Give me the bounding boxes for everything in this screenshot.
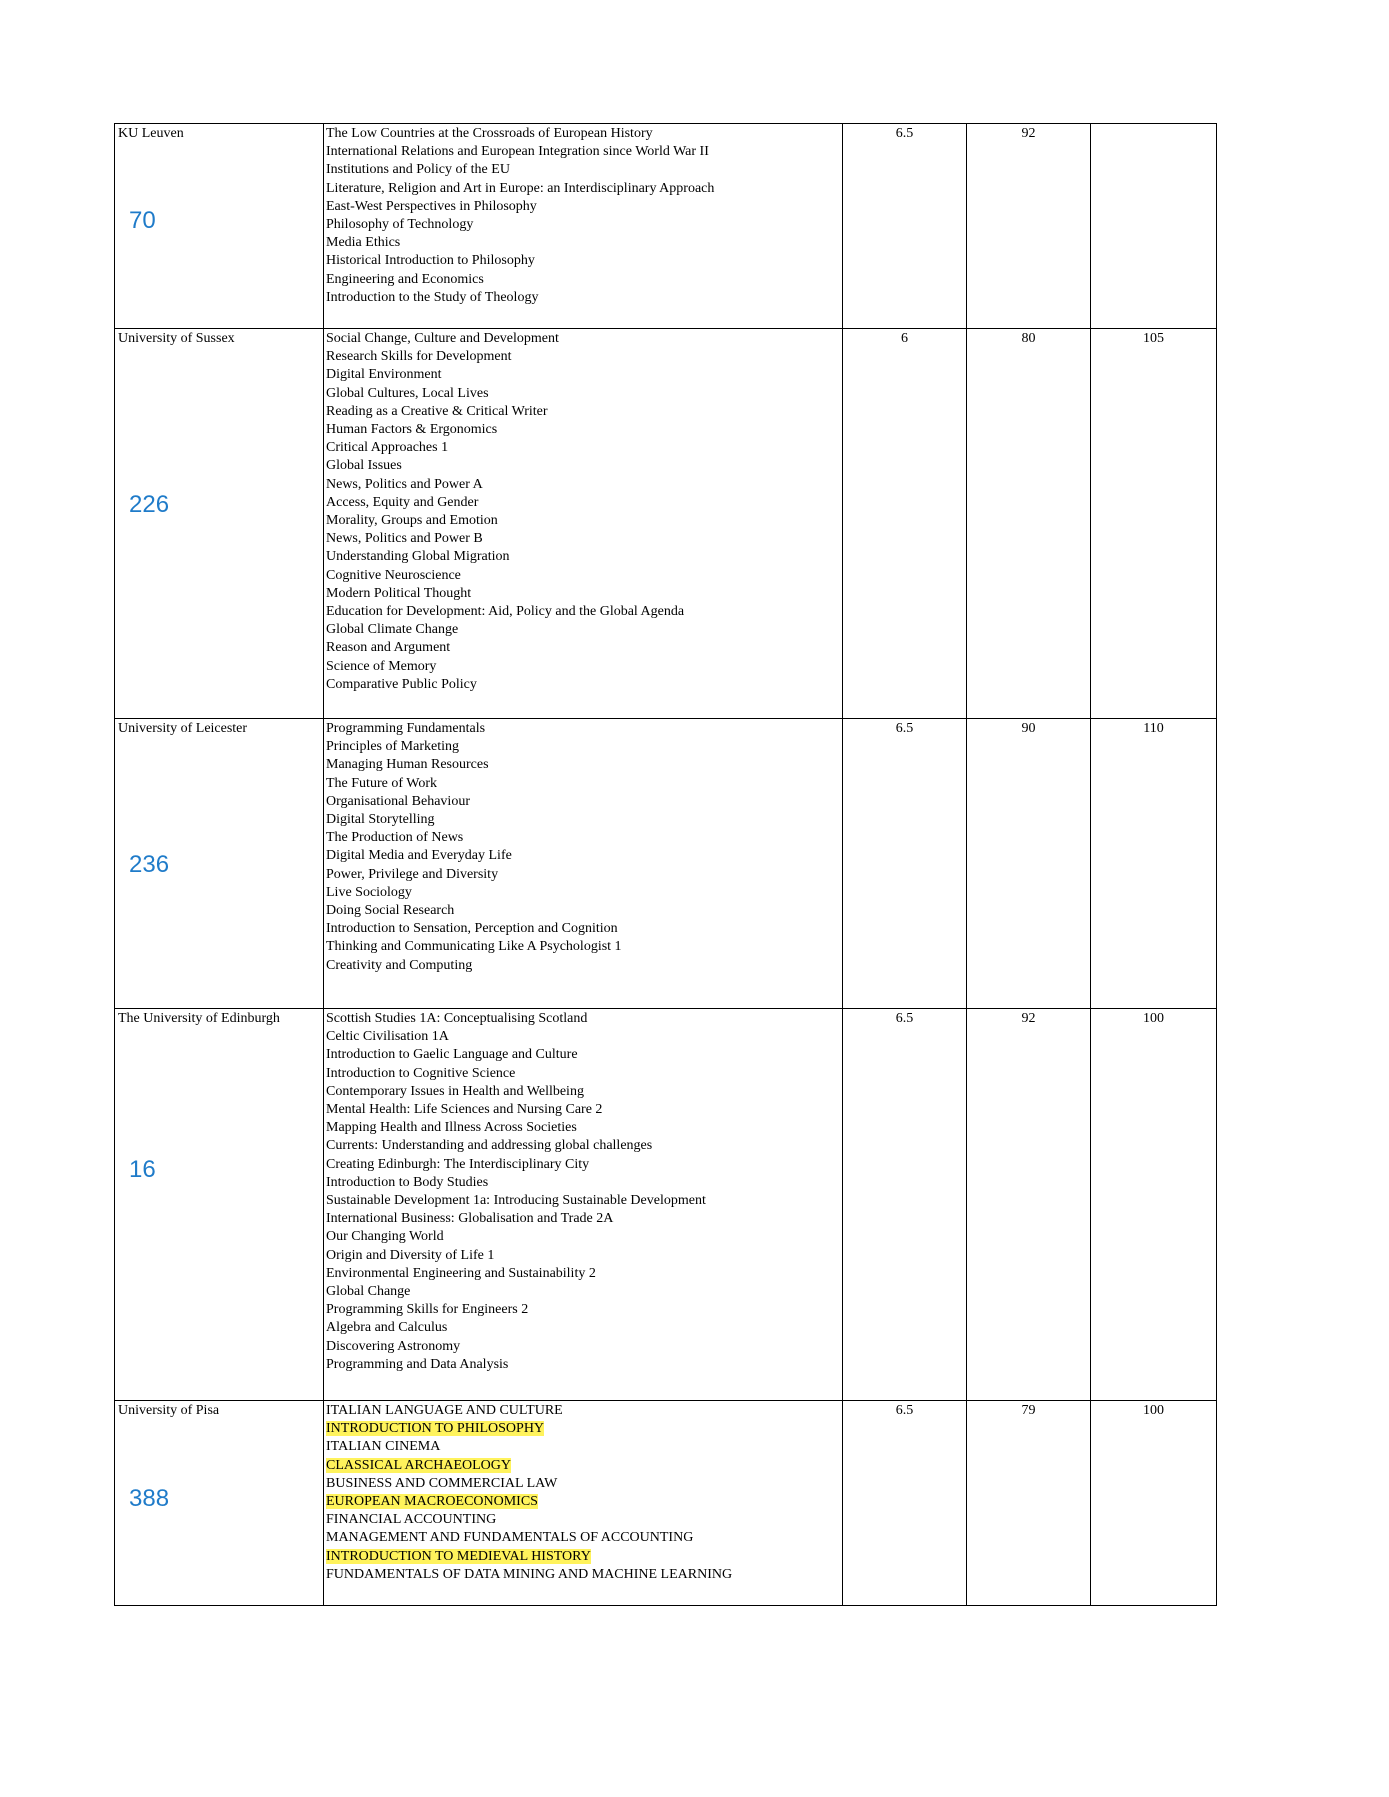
courses-cell [324,719,843,1009]
value-cell: 90 [967,719,1091,1009]
course-item [326,348,840,366]
course-item [326,198,840,216]
course-item [326,1156,840,1174]
course-name: Introduction to the Study of Theology [326,289,539,305]
course-name: Institutions and Policy of the EU [326,162,510,178]
value-cell: 79 [967,1401,1091,1606]
course-item [326,639,840,657]
university-cell [115,329,324,719]
course-item [326,1174,840,1192]
course-item [326,439,840,457]
course-name: Creating Edinburgh: The Interdisciplinary City [326,1156,590,1172]
course-name: Power, Privilege and Diversity [326,866,499,882]
course-name: Managing Human Resources [326,757,489,773]
course-item [326,811,840,829]
course-name: Live Sociology [326,884,412,900]
handwritten-rank: 236 [129,851,170,878]
handwritten-rank: 226 [129,491,170,518]
course-name: International Business: Globalisation and Trade 2A [326,1211,614,1227]
course-name: East-West Perspectives in Philosophy [326,198,537,214]
highlighted-course-name: INTRODUCTION TO MEDIEVAL HISTORY [326,1548,591,1564]
course-name: Social Change, Culture and Development [326,331,559,346]
course-name: Origin and Diversity of Life 1 [326,1247,495,1263]
university-name: KU Leuven [118,126,184,141]
course-name: Programming and Data Analysis [326,1356,509,1372]
course-name: Contemporary Issues in Health and Wellbeing [326,1083,584,1099]
course-item [326,847,840,865]
course-item [326,1319,840,1337]
course-name: Morality, Groups and Emotion [326,513,498,529]
course-name: Algebra and Calculus [326,1320,448,1336]
university-name: University of Sussex [118,331,235,346]
course-name: Mental Health: Life Sciences and Nursing Care 2 [326,1102,603,1118]
course-name: Reading as a Creative & Critical Writer [326,403,548,419]
course-item [326,1119,840,1137]
course-name: The Low Countries at the Crossroads of European History [326,126,653,141]
course-name: FINANCIAL ACCOUNTING [326,1512,497,1528]
course-item [326,658,840,676]
course-item [326,567,840,585]
course-item [326,1338,840,1356]
course-name: Celtic Civilisation 1A [326,1029,449,1045]
course-name: Scottish Studies 1A: Conceptualising Scotland [326,1011,588,1026]
course-item [326,180,840,198]
handwritten-rank: 16 [129,1156,156,1183]
requirement-cell: 105 [1091,329,1217,719]
course-name: Introduction to Sensation, Perception and Cognition [326,921,618,937]
university-cell [115,1401,324,1606]
courses-cell [324,1401,843,1606]
university-row [115,329,1217,719]
course-item [326,1356,840,1374]
course-item [326,1247,840,1265]
course-item [326,938,840,956]
course-item [326,366,840,384]
course-item [326,1438,840,1456]
course-name: MANAGEMENT AND FUNDAMENTALS OF ACCOUNTING [326,1530,694,1546]
course-name: Media Ethics [326,235,401,251]
course-item [326,1493,840,1511]
highlighted-course-name: EUROPEAN MACROECONOMICS [326,1494,538,1510]
university-name: University of Pisa [118,1403,220,1418]
course-name: Understanding Global Migration [326,549,510,565]
course-item [326,920,840,938]
course-item [326,403,840,421]
course-name: Introduction to Body Studies [326,1174,489,1190]
course-name: Introduction to Gaelic Language and Culture [326,1047,578,1063]
course-item [326,1046,840,1064]
university-name: University of Leicester [118,721,248,736]
university-row [115,719,1217,1009]
score-cell: 6.5 [843,124,967,329]
course-item [326,494,840,512]
course-item [326,216,840,234]
course-name: Cognitive Neuroscience [326,567,461,583]
course-name: Human Factors & Ergonomics [326,422,498,438]
course-name: News, Politics and Power B [326,531,483,547]
course-name: Education for Development: Aid, Policy and the Global Agenda [326,604,685,620]
course-item [326,271,840,289]
course-item [326,884,840,902]
course-name: Our Changing World [326,1229,444,1245]
course-name: FUNDAMENTALS OF DATA MINING AND MACHINE LEARNING [326,1566,733,1582]
course-item [326,866,840,884]
course-item [326,775,840,793]
course-name: Historical Introduction to Philosophy [326,253,535,269]
score-cell: 6.5 [843,719,967,1009]
courses-cell [324,124,843,329]
course-name: Creativity and Computing [326,957,473,973]
course-item [326,548,840,566]
handwritten-rank: 388 [129,1485,170,1512]
course-name: ITALIAN LANGUAGE AND CULTURE [326,1403,563,1418]
score-cell: 6.5 [843,1009,967,1401]
course-item [326,1028,840,1046]
requirement-cell: 100 [1091,1401,1217,1606]
course-item [326,1010,840,1028]
highlighted-course-name: CLASSICAL ARCHAEOLOGY [326,1457,511,1473]
course-name: Thinking and Communicating Like A Psychologist 1 [326,939,622,955]
course-item [326,476,840,494]
course-item [326,720,840,738]
course-item [326,1420,840,1438]
course-name: Literature, Religion and Art in Europe: an Interdisciplinary Approach [326,180,715,196]
course-item [326,1529,840,1547]
course-item [326,234,840,252]
course-name: Environmental Engineering and Sustainability 2 [326,1265,596,1281]
course-item [326,1301,840,1319]
course-item [326,1548,840,1566]
course-name: ITALIAN CINEMA [326,1439,441,1455]
course-item [326,421,840,439]
course-item [326,585,840,603]
course-item [326,676,840,694]
course-item [326,330,840,348]
course-item [326,902,840,920]
course-name: Programming Fundamentals [326,721,486,736]
requirement-cell: 100 [1091,1009,1217,1401]
course-name: Comparative Public Policy [326,676,477,692]
course-item [326,1137,840,1155]
course-name: Global Change [326,1284,411,1300]
university-row [115,124,1217,329]
course-item [326,125,840,143]
course-item [326,738,840,756]
requirement-cell: 110 [1091,719,1217,1009]
courses-cell [324,329,843,719]
course-item [326,1265,840,1283]
course-item [326,1283,840,1301]
course-name: Digital Media and Everyday Life [326,848,512,864]
course-item [326,457,840,475]
course-name: Global Climate Change [326,622,459,638]
course-item [326,143,840,161]
course-name: Research Skills for Development [326,349,512,365]
course-item [326,161,840,179]
course-name: BUSINESS AND COMMERCIAL LAW [326,1475,558,1491]
course-item [326,252,840,270]
course-item [326,289,840,307]
course-name: Science of Memory [326,658,437,674]
course-name: Digital Storytelling [326,812,435,828]
university-name: The University of Edinburgh [118,1011,280,1026]
course-item [326,530,840,548]
score-cell: 6 [843,329,967,719]
requirement-cell [1091,124,1217,329]
course-item [326,1228,840,1246]
score-cell: 6.5 [843,1401,967,1606]
university-cell [115,1009,324,1401]
course-item [326,1065,840,1083]
course-name: Mapping Health and Illness Across Societies [326,1120,577,1136]
course-name: Philosophy of Technology [326,217,474,233]
course-name: News, Politics and Power A [326,476,483,492]
course-name: Global Cultures, Local Lives [326,385,489,401]
course-item [326,621,840,639]
courses-cell [324,1009,843,1401]
university-courses-table [114,123,1217,1606]
course-name: Critical Approaches 1 [326,440,449,456]
course-name: Reason and Argument [326,640,451,656]
course-item [326,1402,840,1420]
university-cell [115,719,324,1009]
course-name: Engineering and Economics [326,271,484,287]
university-row [115,1009,1217,1401]
value-cell: 92 [967,1009,1091,1401]
course-item [326,1566,840,1584]
course-name: The Future of Work [326,775,437,791]
course-item [326,385,840,403]
value-cell: 92 [967,124,1091,329]
course-item [326,793,840,811]
course-name: Organisational Behaviour [326,793,470,809]
course-item [326,1083,840,1101]
course-item [326,1457,840,1475]
university-row [115,1401,1217,1606]
course-name: Modern Political Thought [326,585,472,601]
course-name: Discovering Astronomy [326,1338,461,1354]
course-item [326,512,840,530]
highlighted-course-name: INTRODUCTION TO PHILOSOPHY [326,1421,545,1437]
course-name: Access, Equity and Gender [326,494,479,510]
course-item [326,756,840,774]
course-item [326,829,840,847]
course-name: The Production of News [326,830,464,846]
value-cell: 80 [967,329,1091,719]
course-item [326,957,840,975]
course-name: Digital Environment [326,367,442,383]
course-name: Global Issues [326,458,402,474]
course-name: Principles of Marketing [326,739,459,755]
course-name: Introduction to Cognitive Science [326,1065,516,1081]
course-item [326,1101,840,1119]
course-name: Programming Skills for Engineers 2 [326,1302,529,1318]
course-item [326,1475,840,1493]
university-cell [115,124,324,329]
course-name: Currents: Understanding and addressing global challenges [326,1138,653,1154]
table-body [115,124,1217,1606]
course-item [326,1511,840,1529]
course-name: Sustainable Development 1a: Introducing Sustainable Development [326,1193,706,1209]
handwritten-rank: 70 [129,207,156,234]
course-name: Doing Social Research [326,903,455,919]
course-item [326,603,840,621]
course-item [326,1210,840,1228]
course-name: International Relations and European Integration since World War II [326,144,709,160]
course-item [326,1192,840,1210]
